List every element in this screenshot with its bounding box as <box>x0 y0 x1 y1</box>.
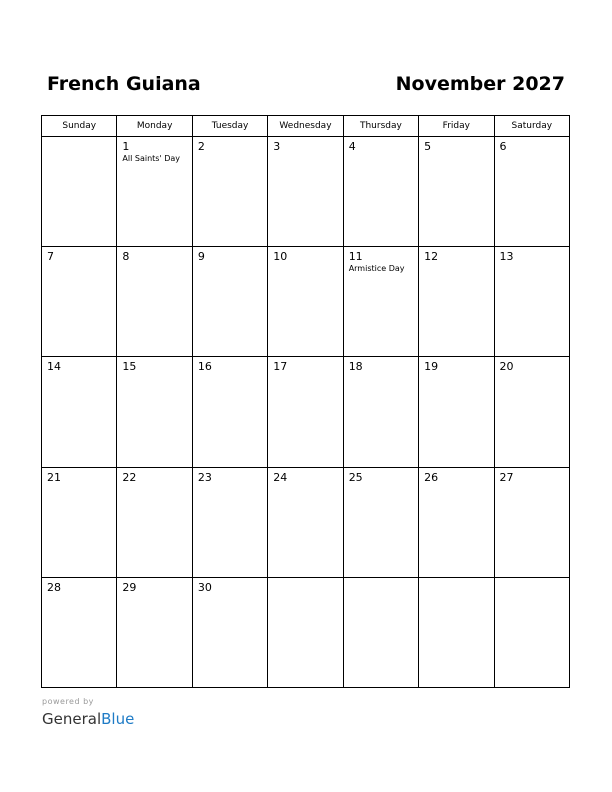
day-number: 23 <box>197 470 212 484</box>
weekday-header-row <box>42 116 570 137</box>
day-cell <box>192 467 267 577</box>
week-row <box>42 137 570 247</box>
day-number: 17 <box>273 360 288 374</box>
day-cell <box>268 357 343 467</box>
day-number: 11 <box>348 250 363 264</box>
generalblue-logo <box>42 709 134 729</box>
day-cell <box>192 357 267 467</box>
calendar-header <box>47 70 565 100</box>
day-cell <box>419 467 494 577</box>
day-cell <box>268 137 343 247</box>
day-number: 27 <box>499 470 514 484</box>
day-number: 15 <box>122 360 137 374</box>
weekday-header-saturday: Saturday <box>494 116 569 137</box>
day-cell <box>192 577 267 687</box>
weekday-header-monday: Monday <box>117 116 192 137</box>
day-number: 1 <box>122 140 130 153</box>
day-number: 19 <box>424 360 439 374</box>
day-number: 18 <box>348 360 363 374</box>
day-number: 8 <box>122 250 130 264</box>
calendar-body <box>42 137 570 688</box>
weekday-header-sunday: Sunday <box>42 116 117 137</box>
day-cell <box>117 247 192 357</box>
day-cell <box>42 577 117 687</box>
day-cell <box>192 137 267 247</box>
week-row <box>42 357 570 467</box>
region-title: French Guiana <box>47 73 201 95</box>
day-cell <box>42 247 117 357</box>
day-number: 12 <box>424 250 439 264</box>
day-number: 2 <box>197 140 205 153</box>
footer-branding <box>42 697 134 729</box>
day-number: 22 <box>122 470 137 484</box>
day-number: 29 <box>122 580 137 594</box>
holiday-label: Armistice Day <box>348 264 405 274</box>
day-cell <box>117 137 192 247</box>
day-cell <box>42 357 117 467</box>
day-number: 14 <box>47 360 61 374</box>
day-number: 28 <box>47 580 61 594</box>
week-row <box>42 467 570 577</box>
day-number: 5 <box>424 140 432 153</box>
day-cell <box>343 247 418 357</box>
day-number: 21 <box>47 470 61 484</box>
day-number: 24 <box>273 470 288 484</box>
day-cell <box>192 247 267 357</box>
week-row <box>42 247 570 357</box>
day-cell <box>42 467 117 577</box>
month-year-title: November 2027 <box>395 73 565 95</box>
day-number: 13 <box>499 250 514 264</box>
day-cell <box>419 137 494 247</box>
weekday-header-tuesday: Tuesday <box>192 116 267 137</box>
day-cell <box>268 577 343 687</box>
day-cell <box>419 357 494 467</box>
day-number: 3 <box>273 140 281 153</box>
day-cell <box>419 577 494 687</box>
day-cell <box>268 467 343 577</box>
powered-by-text: powered by <box>42 697 94 706</box>
day-cell <box>343 467 418 577</box>
brand-blue-text: Blue <box>101 710 135 728</box>
day-number: 10 <box>273 250 288 264</box>
day-cell <box>494 137 569 247</box>
day-number: 4 <box>348 140 356 153</box>
weekday-header-wednesday: Wednesday <box>268 116 343 137</box>
week-row <box>42 577 570 687</box>
day-cell <box>343 137 418 247</box>
day-number: 7 <box>47 250 54 264</box>
day-number: 20 <box>499 360 514 374</box>
day-number: 30 <box>197 580 212 594</box>
holiday-label: All Saints' Day <box>122 154 180 163</box>
day-cell <box>117 357 192 467</box>
day-cell <box>343 577 418 687</box>
day-cell <box>494 357 569 467</box>
day-number: 16 <box>197 360 212 374</box>
brand-general-text: General <box>42 710 102 728</box>
day-number: 6 <box>499 140 507 153</box>
weekday-header-friday: Friday <box>419 116 494 137</box>
month-calendar-grid <box>41 115 570 688</box>
day-cell <box>494 247 569 357</box>
day-cell <box>268 247 343 357</box>
day-cell <box>494 577 569 687</box>
day-number: 9 <box>197 250 205 264</box>
day-cell <box>42 137 117 247</box>
day-cell <box>117 577 192 687</box>
day-cell <box>117 467 192 577</box>
day-cell <box>419 247 494 357</box>
weekday-header-thursday: Thursday <box>343 116 418 137</box>
day-number: 25 <box>348 470 363 484</box>
day-cell <box>494 467 569 577</box>
day-cell <box>343 357 418 467</box>
day-number: 26 <box>424 470 439 484</box>
